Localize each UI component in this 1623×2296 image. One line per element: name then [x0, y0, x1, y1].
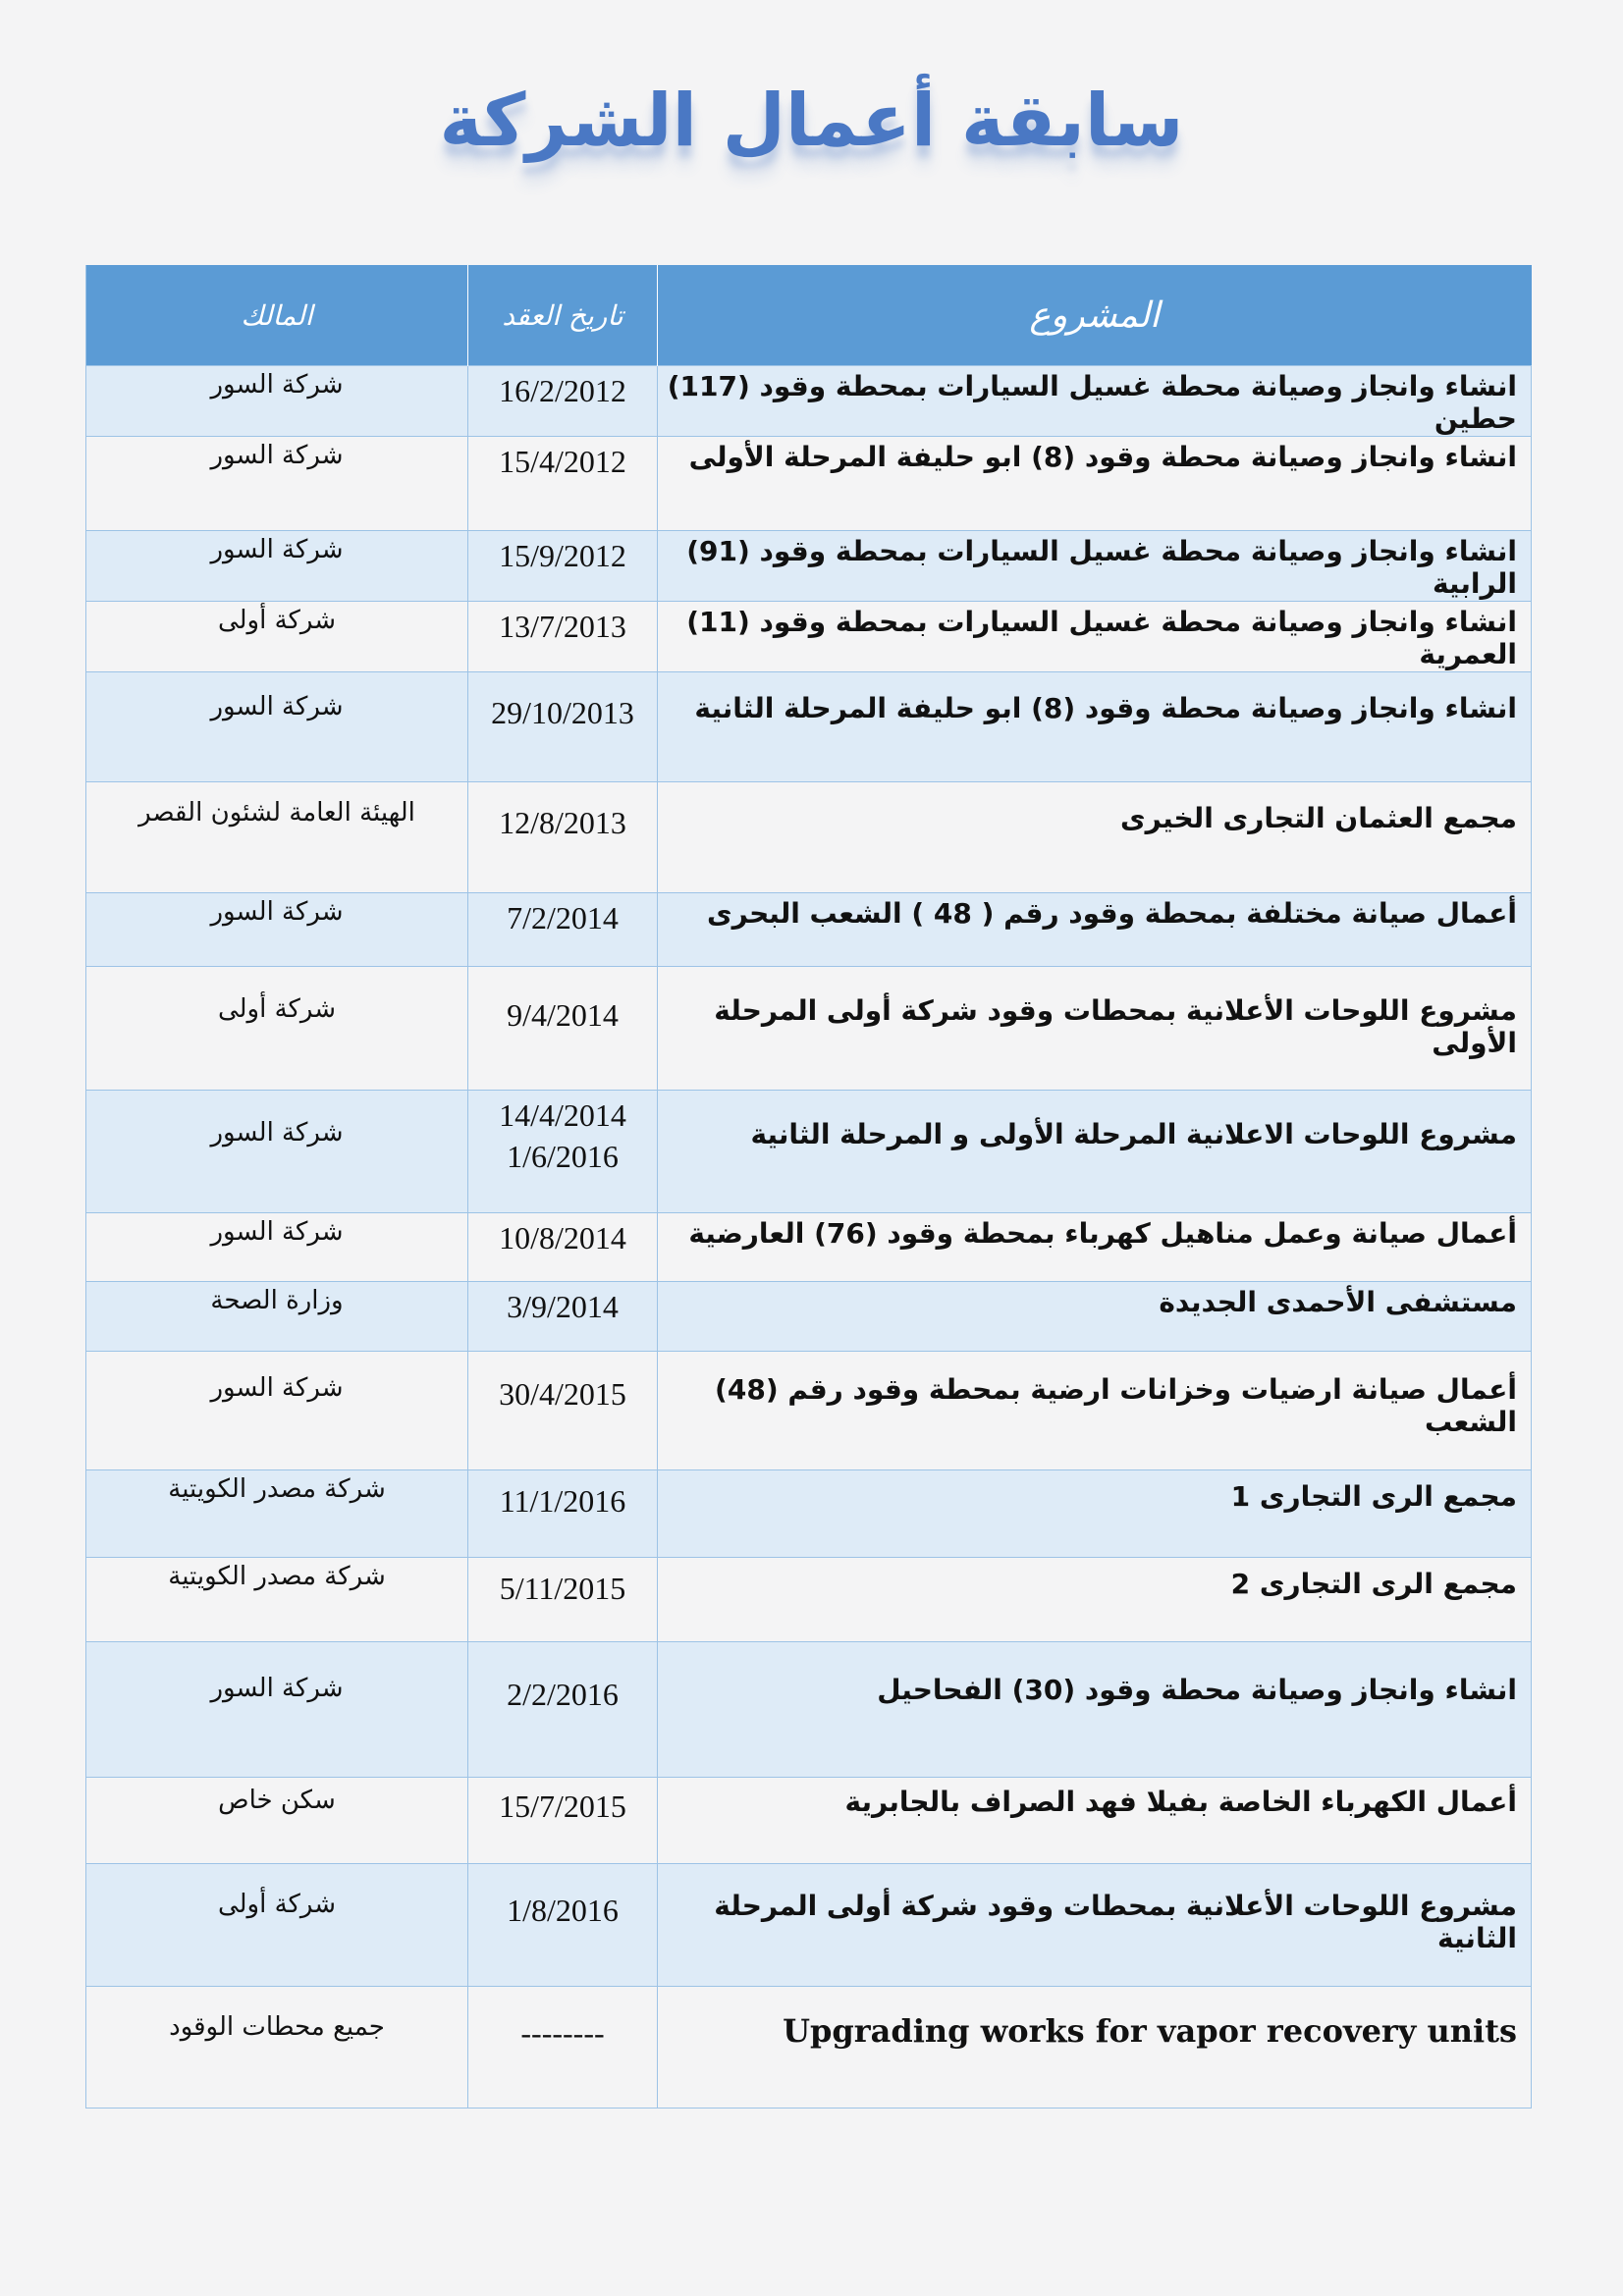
table-row — [86, 1558, 1532, 1642]
table-row — [86, 893, 1532, 967]
owner-cell: شركة السور — [86, 531, 468, 602]
project-cell: مستشفى الأحمدى الجديدة — [658, 1282, 1532, 1352]
owner-cell: شركة مصدر الكويتية — [86, 1470, 468, 1558]
owner-cell: الهيئة العامة لشئون القصر — [86, 782, 468, 893]
owner-cell: شركة أولى — [86, 1864, 468, 1987]
header-contract-date: تاريخ العقد — [468, 265, 658, 366]
date-cell: 16/2/2012 — [468, 366, 658, 437]
projects-table — [85, 265, 1532, 2109]
owner-cell: سكن خاص — [86, 1778, 468, 1864]
owner-cell: وزارة الصحة — [86, 1282, 468, 1352]
project-cell: أعمال الكهرباء الخاصة بفيلا فهد الصراف بالجابرية — [658, 1778, 1532, 1864]
table-row — [86, 1091, 1532, 1213]
project-cell: انشاء وانجاز وصيانة محطة غسيل السيارات بمحطة وقود (117) حطين — [658, 366, 1532, 437]
date-line: 14/4/2014 — [499, 1097, 626, 1133]
date-cell: -------- — [468, 1987, 658, 2109]
owner-cell: شركة السور — [86, 893, 468, 967]
table-row — [86, 602, 1532, 672]
table-row — [86, 1352, 1532, 1470]
owner-cell: شركة السور — [86, 366, 468, 437]
project-cell: مشروع اللوحات الاعلانية المرحلة الأولى و المرحلة الثانية — [658, 1091, 1532, 1213]
owner-cell: شركة السور — [86, 437, 468, 531]
date-cell: 12/8/2013 — [468, 782, 658, 893]
project-cell: أعمال صيانة ارضيات وخزانات ارضية بمحطة وقود رقم (48) الشعب — [658, 1352, 1532, 1470]
table-row — [86, 672, 1532, 782]
table-row — [86, 1778, 1532, 1864]
table-row — [86, 1213, 1532, 1282]
owner-cell: شركة السور — [86, 1352, 468, 1470]
project-cell: مجمع العثمان التجارى الخيرى — [658, 782, 1532, 893]
project-cell: انشاء وانجاز وصيانة محطة غسيل السيارات بمحطة وقود (91) الرابية — [658, 531, 1532, 602]
owner-cell: شركة مصدر الكويتية — [86, 1558, 468, 1642]
project-cell: Upgrading works for vapor recovery units — [658, 1987, 1532, 2109]
table-row — [86, 1282, 1532, 1352]
table-row — [86, 1470, 1532, 1558]
table-row — [86, 1864, 1532, 1987]
project-cell: أعمال صيانة وعمل مناهيل كهرباء بمحطة وقود (76) العارضية — [658, 1213, 1532, 1282]
date-cell: 7/2/2014 — [468, 893, 658, 967]
project-cell: انشاء وانجاز وصيانة محطة غسيل السيارات بمحطة وقود (11) العمرية — [658, 602, 1532, 672]
owner-cell: شركة السور — [86, 1642, 468, 1778]
table-row — [86, 1987, 1532, 2109]
table-row — [86, 531, 1532, 602]
owner-cell: شركة السور — [86, 1091, 468, 1213]
owner-cell: جميع محطات الوقود — [86, 1987, 468, 2109]
project-cell: مجمع الرى التجارى 1 — [658, 1470, 1532, 1558]
table-row — [86, 437, 1532, 531]
header-owner: المالك — [86, 265, 468, 366]
date-cell: 30/4/2015 — [468, 1352, 658, 1470]
header-project: المشروع — [658, 265, 1532, 366]
date-cell: 3/9/2014 — [468, 1282, 658, 1352]
date-cell: 11/1/2016 — [468, 1470, 658, 1558]
date-cell: 9/4/2014 — [468, 967, 658, 1091]
owner-cell: شركة السور — [86, 672, 468, 782]
table-row — [86, 366, 1532, 437]
owner-cell: شركة أولى — [86, 602, 468, 672]
project-cell: انشاء وانجاز وصيانة محطة وقود (30) الفحاحيل — [658, 1642, 1532, 1778]
project-cell: مجمع الرى التجارى 2 — [658, 1558, 1532, 1642]
date-cell: 15/4/2012 — [468, 437, 658, 531]
owner-cell: شركة أولى — [86, 967, 468, 1091]
date-cell: 15/9/2012 — [468, 531, 658, 602]
date-line: 1/6/2016 — [507, 1139, 619, 1174]
table-row — [86, 1642, 1532, 1778]
date-cell — [468, 1091, 658, 1213]
date-cell: 13/7/2013 — [468, 602, 658, 672]
date-cell: 5/11/2015 — [468, 1558, 658, 1642]
project-cell: مشروع اللوحات الأعلانية بمحطات وقود شركة أولى المرحلة الثانية — [658, 1864, 1532, 1987]
date-cell: 10/8/2014 — [468, 1213, 658, 1282]
table-header-row — [86, 265, 1532, 366]
project-cell: انشاء وانجاز وصيانة محطة وقود (8) ابو حليفة المرحلة الأولى — [658, 437, 1532, 531]
date-cell: 15/7/2015 — [468, 1778, 658, 1864]
date-cell: 29/10/2013 — [468, 672, 658, 782]
project-cell: أعمال صيانة مختلفة بمحطة وقود رقم ( 48 ) الشعب البحرى — [658, 893, 1532, 967]
table-row — [86, 967, 1532, 1091]
project-cell: مشروع اللوحات الأعلانية بمحطات وقود شركة أولى المرحلة الأولى — [658, 967, 1532, 1091]
date-cell: 2/2/2016 — [468, 1642, 658, 1778]
page-title: سابقة أعمال الشركة — [439, 79, 1184, 163]
project-cell: انشاء وانجاز وصيانة محطة وقود (8) ابو حليفة المرحلة الثانية — [658, 672, 1532, 782]
owner-cell: شركة السور — [86, 1213, 468, 1282]
table-row — [86, 782, 1532, 893]
date-cell: 1/8/2016 — [468, 1864, 658, 1987]
